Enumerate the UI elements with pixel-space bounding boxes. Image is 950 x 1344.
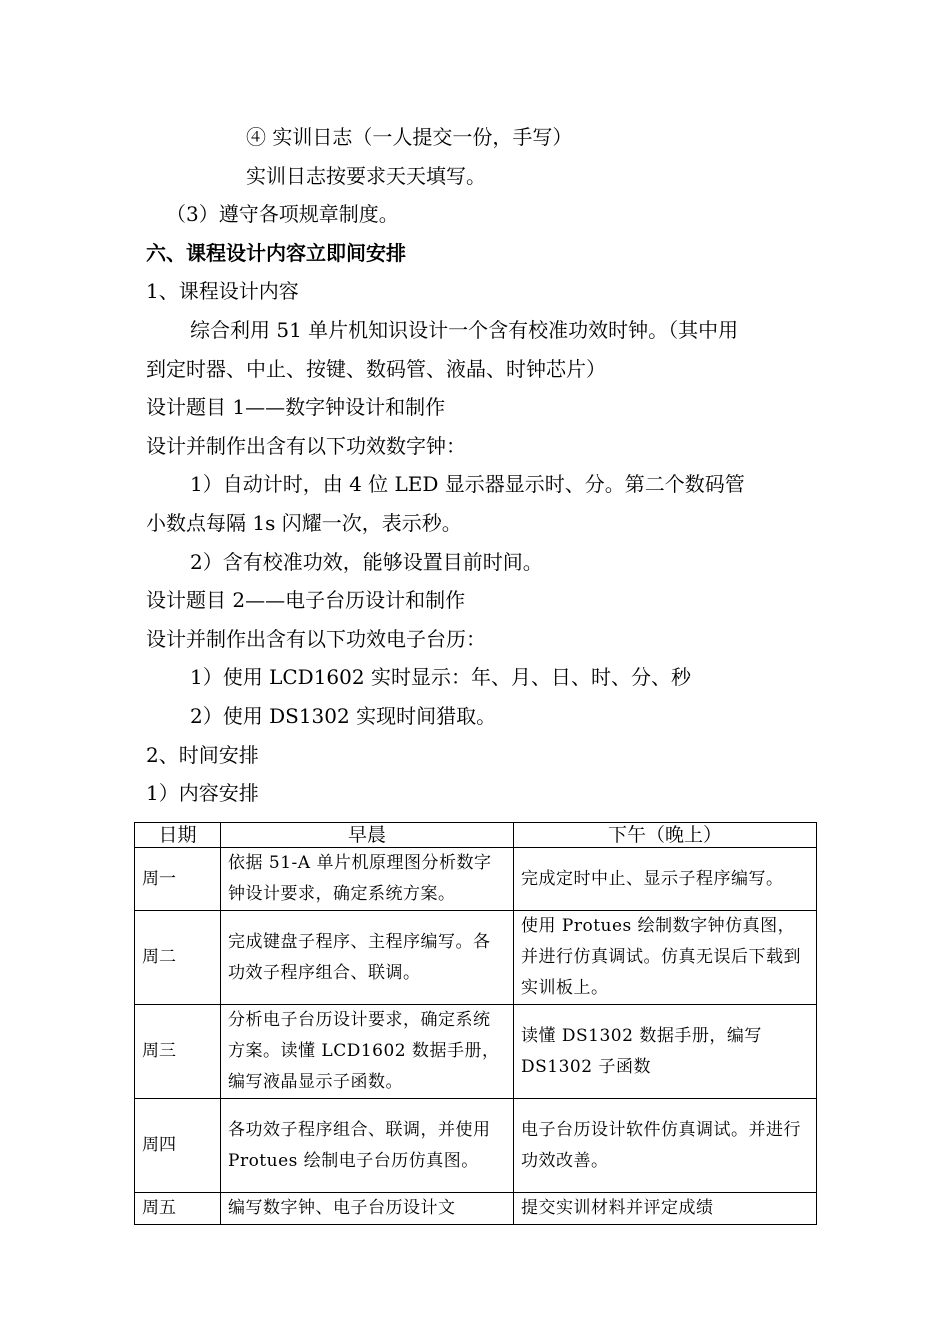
topic-1-item-1: 1）自动计时，由 4 位 LED 显示器显示时、分。第二个数码管 [190, 472, 745, 496]
day-cell: 周五 [135, 1193, 221, 1225]
morning-cell: 编写数字钟、电子台历设计文 [221, 1193, 514, 1225]
topic-2-title: 设计题目 2——电子台历设计和制作 [146, 588, 466, 612]
morning-cell: 分析电子台历设计要求，确定系统方案。读懂 LCD1602 数据手册，编写液晶显示子函数。 [221, 1005, 514, 1099]
morning-cell: 完成键盘子程序、主程序编写。各功效子程序组合、联调。 [221, 911, 514, 1005]
log-item: ④ 实训日志（一人提交一份，手写） [246, 125, 573, 149]
table-row [135, 1193, 817, 1225]
topic-2-item-2: 2）使用 DS1302 实现时间猎取。 [190, 704, 497, 728]
table-row [135, 1099, 817, 1193]
intro-paragraph: 综合利用 51 单片机知识设计一个含有校准功效时钟。（其中用 [190, 318, 739, 342]
day-cell: 周一 [135, 848, 221, 911]
afternoon-cell: 电子台历设计软件仿真调试。并进行功效改善。 [514, 1099, 817, 1193]
header-day: 日期 [135, 823, 221, 848]
rules-item: （3）遵守各项规章制度。 [166, 202, 399, 226]
afternoon-cell: 读懂 DS1302 数据手册，编写 DS1302 子函数 [514, 1005, 817, 1099]
subsection-title-2-1: 1）内容安排 [146, 781, 259, 805]
section-heading: 六、课程设计内容立即间安排 [146, 241, 406, 265]
log-note: 实训日志按要求天天填写。 [246, 164, 486, 188]
header-morning: 早晨 [221, 823, 514, 848]
morning-cell: 依据 51-A 单片机原理图分析数字钟设计要求，确定系统方案。 [221, 848, 514, 911]
day-cell: 周二 [135, 911, 221, 1005]
topic-1-desc: 设计并制作出含有以下功效数字钟： [146, 434, 466, 458]
day-cell: 周三 [135, 1005, 221, 1099]
schedule-table [134, 822, 817, 1225]
morning-cell: 各功效子程序组合、联调，并使用 Protues 绘制电子台历仿真图。 [221, 1099, 514, 1193]
topic-2-desc: 设计并制作出含有以下功效电子台历： [146, 627, 486, 651]
header-afternoon: 下午（晚上） [514, 823, 817, 848]
table-row [135, 848, 817, 911]
subsection-title-2: 2、时间安排 [146, 743, 259, 767]
table-row [135, 1005, 817, 1099]
table-header-row [135, 823, 817, 848]
afternoon-cell: 提交实训材料并评定成绩 [514, 1193, 817, 1225]
afternoon-cell: 完成定时中止、显示子程序编写。 [514, 848, 817, 911]
intro-paragraph-cont: 到定时器、中止、按键、数码管、液晶、时钟芯片） [146, 357, 606, 381]
topic-1-title: 设计题目 1——数字钟设计和制作 [146, 395, 446, 419]
topic-1-item-2: 2）含有校准功效，能够设置目前时间。 [190, 550, 543, 574]
topic-2-item-1: 1）使用 LCD1602 实时显示：年、月、日、时、分、秒 [190, 665, 691, 689]
table-row [135, 911, 817, 1005]
subsection-title: 1、课程设计内容 [146, 279, 299, 303]
day-cell: 周四 [135, 1099, 221, 1193]
topic-1-item-1-cont: 小数点每隔 1s 闪耀一次，表示秒。 [146, 511, 462, 535]
afternoon-cell: 使用 Protues 绘制数字钟仿真图，并进行仿真调试。仿真无误后下载到实训板上。 [514, 911, 817, 1005]
